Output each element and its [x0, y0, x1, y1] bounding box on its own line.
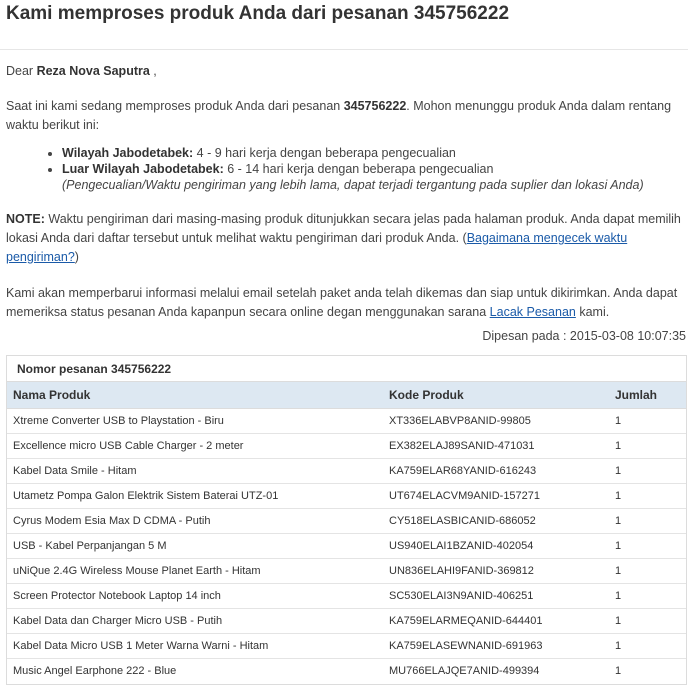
product-name: USB - Kabel Perpanjangan 5 M: [7, 533, 383, 558]
table-row: [7, 658, 686, 683]
product-name: Music Angel Earphone 222 - Blue: [13, 664, 177, 677]
greeting-suffix: ,: [149, 64, 157, 78]
product-code: CY518ELASBICANID-686052: [383, 508, 609, 533]
column-header-name: Nama Produk: [7, 382, 383, 408]
email-title: Kami memproses produk Anda dari pesanan 345756222: [6, 3, 510, 24]
customer-name: Reza Nova Saputra: [36, 64, 150, 78]
product-code: KA759ELARMEQANID-644401: [383, 608, 609, 633]
product-qty: 1: [609, 558, 686, 583]
column-header-qty: Jumlah: [609, 382, 686, 408]
product-code: UT674ELACVM9ANID-157271: [383, 483, 609, 508]
product-name: Kabel Data Smile - Hitam: [7, 458, 383, 483]
product-qty: 1: [609, 533, 686, 558]
table-row: [7, 583, 686, 608]
column-header-code: Kode Produk: [383, 382, 609, 408]
update-text: Kami akan memperbarui informasi melalui email setelah paket anda telah dikemas dan siap untuk dikirimkan. Anda dapat memeriksa status pesanan Anda kapanpun secara online degan menggunakan sarana: [6, 286, 678, 319]
product-qty: 1: [609, 408, 686, 433]
table-row: [7, 608, 686, 633]
order-date-value: 2015-03-08 10:07:35: [569, 329, 686, 343]
table-row: [7, 408, 686, 433]
product-name: Utametz Pompa Galon Elektrik Sistem Baterai UTZ-01: [7, 483, 383, 508]
product-qty: 1: [609, 583, 686, 608]
product-code: MU766ELAJQE7ANID-499394: [389, 664, 540, 677]
product-qty: 1: [609, 433, 686, 458]
delivery-region-text: 4 - 9 hari kerja dengan beberapa pengecualian: [193, 146, 456, 160]
delivery-region-label: Wilayah Jabodetabek:: [62, 146, 194, 160]
order-number-label: Nomor pesanan: [17, 362, 112, 376]
product-qty: 1: [609, 608, 686, 633]
product-name: uNiQue 2.4G Wireless Mouse Planet Earth - Hitam: [7, 558, 383, 583]
delivery-item-luar-jabodetabek: [62, 161, 686, 193]
note-text: Waktu pengiriman dari masing-masing produk ditunjukkan secara jelas pada halaman produk. Anda dapat memilih lokasi Anda dari daftar tersebut untuk melihat waktu pengiriman dari produk Anda. (: [6, 212, 681, 245]
update-close: kami.: [575, 305, 610, 319]
update-paragraph: [6, 284, 688, 322]
table-row: [7, 558, 686, 583]
product-code: EX382ELAJ89SANID-471031: [383, 433, 609, 458]
product-qty: 1: [609, 483, 686, 508]
product-code: XT336ELABVP8ANID-99805: [383, 408, 609, 433]
table-row: [7, 433, 686, 458]
greeting-prefix: Dear: [6, 64, 37, 78]
table-row: [7, 533, 686, 558]
check-delivery-time-link[interactable]: Bagaimana mengecek waktu pengiriman?: [6, 231, 628, 264]
intro-order-number: 345756222: [343, 99, 407, 113]
intro-before: Saat ini kami sedang memproses produk Anda dari pesanan: [6, 99, 344, 113]
product-code: US940ELAI1BZANID-402054: [383, 533, 609, 558]
order-number-header: [7, 356, 686, 382]
delivery-time-list: [46, 145, 686, 193]
delivery-exception-note: (Pengecualian/Waktu pengiriman yang lebih lama, dapat terjadi tergantung pada suplier dan lokasi Anda): [62, 178, 644, 192]
order-date-label: Dipesan pada :: [482, 329, 570, 343]
table-row: [7, 483, 686, 508]
order-number-value: 345756222: [111, 362, 172, 376]
table-row: [7, 633, 686, 658]
note-close: ): [74, 250, 79, 264]
product-name: Xtreme Converter USB to Playstation - Biru: [7, 408, 383, 433]
track-order-link[interactable]: Lacak Pesanan: [489, 305, 576, 319]
greeting: [6, 62, 688, 81]
product-qty: 1: [609, 633, 686, 658]
product-code: UN836ELAHI9FANID-369812: [383, 558, 609, 583]
table-row: [7, 508, 686, 533]
product-qty: 1: [615, 664, 622, 677]
product-name: Kabel Data Micro USB 1 Meter Warna Warni - Hitam: [7, 633, 383, 658]
note-label: NOTE:: [6, 212, 45, 226]
product-name: Screen Protector Notebook Laptop 14 inch: [7, 583, 383, 608]
product-qty: 1: [609, 508, 686, 533]
product-qty: 1: [609, 458, 686, 483]
product-name: Kabel Data dan Charger Micro USB - Putih: [7, 608, 383, 633]
product-code: KA759ELASEWNANID-691963: [383, 633, 609, 658]
order-summary-box: [6, 355, 687, 685]
intro-paragraph: [6, 97, 688, 135]
title-divider: [0, 49, 688, 50]
product-name: Excellence micro USB Cable Charger - 2 meter: [7, 433, 383, 458]
product-code: SC530ELAI3N9ANID-406251: [383, 583, 609, 608]
delivery-region-text: 6 - 14 hari kerja dengan beberapa pengecualian: [223, 162, 494, 176]
product-table-header-row: [7, 382, 686, 408]
table-row: [7, 458, 686, 483]
product-name: Cyrus Modem Esia Max D CDMA - Putih: [7, 508, 383, 533]
intro-after: . Mohon menunggu produk Anda dalam rentang waktu berikut ini:: [6, 99, 672, 132]
product-table: [7, 382, 686, 683]
order-date: [482, 329, 686, 343]
delivery-region-label: Luar Wilayah Jabodetabek:: [62, 162, 224, 176]
delivery-item-jabodetabek: [62, 145, 686, 161]
note-paragraph: [6, 210, 688, 267]
product-code: KA759ELAR68YANID-616243: [383, 458, 609, 483]
